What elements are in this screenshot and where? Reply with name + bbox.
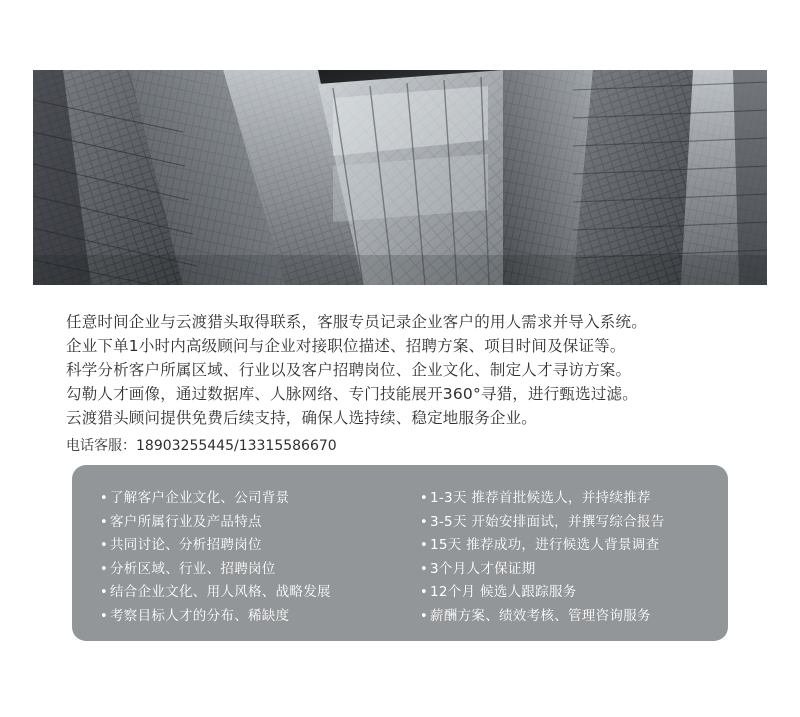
list-item-label: 3-5天 开始安排面试，并撰写综合报告 [430, 513, 665, 530]
list-item [420, 511, 728, 535]
service-panel [72, 465, 728, 641]
bullet-icon: • [100, 491, 108, 506]
list-item [420, 558, 728, 582]
bullet-icon: • [420, 585, 428, 600]
intro-paragraphs [66, 310, 746, 458]
bullet-icon: • [420, 561, 428, 577]
bullet-icon: • [420, 538, 428, 553]
list-item-label: 了解客户企业文化、公司背景 [110, 490, 290, 506]
list-item-label: 薪酬方案、绩效考核、管理咨询服务 [430, 607, 651, 624]
paragraph-line-1: 任意时间企业与云渡猎头取得联系，客服专员记录企业客户的用人需求并导入系统。 [66, 313, 647, 331]
paragraph-line-3: 科学分析客户所属区域、行业以及客户招聘岗位、企业文化、制定人才寻访方案。 [66, 361, 632, 379]
list-item-label: 客户所属行业及产品特点 [110, 513, 262, 530]
bullet-icon: • [100, 561, 108, 577]
list-item [100, 605, 402, 629]
bullet-icon: • [420, 608, 428, 624]
list-item-label: 12个月 候选人跟踪服务 [430, 584, 577, 600]
list-item-label: 3个月人才保证期 [430, 560, 536, 577]
list-item [100, 487, 402, 511]
bullet-icon: • [100, 538, 108, 553]
list-item-label: 结合企业文化、用人风格、战略发展 [110, 584, 331, 600]
list-item-label: 15天 推荐成功，进行候选人背景调查 [430, 537, 660, 553]
list-item [420, 534, 728, 558]
list-item-label: 分析区域、行业、招聘岗位 [110, 560, 276, 577]
bullet-icon: • [420, 514, 428, 530]
panel-column-left [72, 487, 402, 641]
panel-columns [72, 465, 728, 641]
list-item [420, 581, 728, 605]
list-item [100, 511, 402, 535]
list-item [100, 558, 402, 582]
contact-phone: 电话客服：18903255445/13315586670 [66, 438, 337, 454]
list-item [100, 581, 402, 605]
list-item-label: 1-3天 推荐首批候选人，并持续推荐 [430, 490, 651, 506]
skyscraper-illustration [33, 70, 767, 285]
bullet-icon: • [420, 491, 428, 506]
hero-image [33, 70, 767, 285]
paragraph-line-2: 企业下单1小时内高级顾问与企业对接职位描述、招聘方案、项目时间及保证等。 [66, 337, 626, 355]
list-item-label: 考察目标人才的分布、稀缺度 [110, 607, 290, 624]
bullet-icon: • [100, 608, 108, 624]
list-item [100, 534, 402, 558]
paragraph-line-4: 勾勒人才画像，通过数据库、人脉网络、专门技能展开360°寻猎，进行甄选过滤。 [66, 385, 638, 403]
panel-column-right [402, 487, 728, 641]
list-item [420, 605, 728, 629]
list-item [420, 487, 728, 511]
paragraph-line-5: 云渡猎头顾问提供免费后续支持，确保人选持续、稳定地服务企业。 [66, 409, 538, 427]
bullet-icon: • [100, 585, 108, 600]
bullet-icon: • [100, 514, 108, 530]
list-item-label: 共同讨论、分析招聘岗位 [110, 537, 262, 553]
